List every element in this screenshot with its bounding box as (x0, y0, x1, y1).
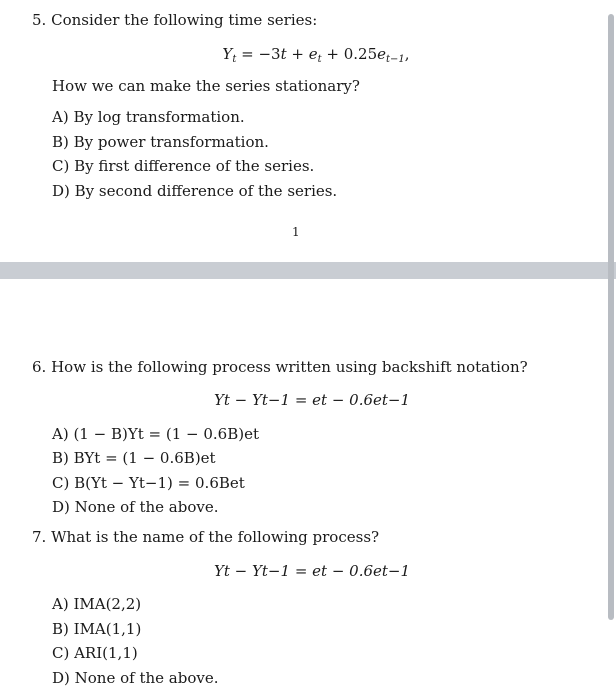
question-6 (32, 357, 528, 377)
question-5 (32, 10, 317, 30)
question-7 (32, 527, 379, 547)
q6-option-d: D) None of the above. (52, 498, 219, 516)
document-page-1 (0, 0, 604, 262)
question-text: Consider the following time series: (51, 11, 318, 29)
q5-option-a: A) By log transformation. (52, 108, 245, 126)
question-text: How is the following process written using backshift notation? (51, 358, 528, 376)
q6-option-b: B) BYt = (1 − 0.6B)et (52, 449, 216, 467)
page-number: 1 (292, 225, 300, 239)
question-number: 5. (32, 11, 47, 29)
q6-option-c: C) B(Yt − Yt−1) = 0.6Bet (52, 474, 245, 492)
equation-q7: Yt − Yt−1 = et − 0.6et−1 (213, 562, 411, 580)
q7-option-c: C) ARI(1,1) (52, 644, 138, 662)
page-separator (0, 262, 616, 279)
q5-option-b: B) By power transformation. (52, 133, 269, 151)
question-number: 7. (32, 528, 47, 546)
question-number: 6. (32, 358, 47, 376)
equation-q5: $Y_t = -3t + e_t + 0.25e_{t-1}$, (222, 45, 410, 65)
q5-option-d: D) By second difference of the series. (52, 182, 338, 200)
q7-option-a: A) IMA(2,2) (52, 595, 142, 613)
question-text: What is the name of the following process? (51, 528, 380, 546)
equation-q6: Yt − Yt−1 = et − 0.6et−1 (213, 391, 411, 409)
q7-option-b: B) IMA(1,1) (52, 620, 142, 638)
document-page-2 (0, 279, 604, 700)
question-5-prompt: How we can make the series stationary? (52, 77, 360, 95)
q6-option-a: A) (1 − B)Yt = (1 − 0.6B)et (52, 425, 259, 443)
q7-option-d: D) None of the above. (52, 669, 219, 687)
q5-option-c: C) By first difference of the series. (52, 157, 315, 175)
vertical-scrollbar[interactable] (608, 14, 614, 620)
